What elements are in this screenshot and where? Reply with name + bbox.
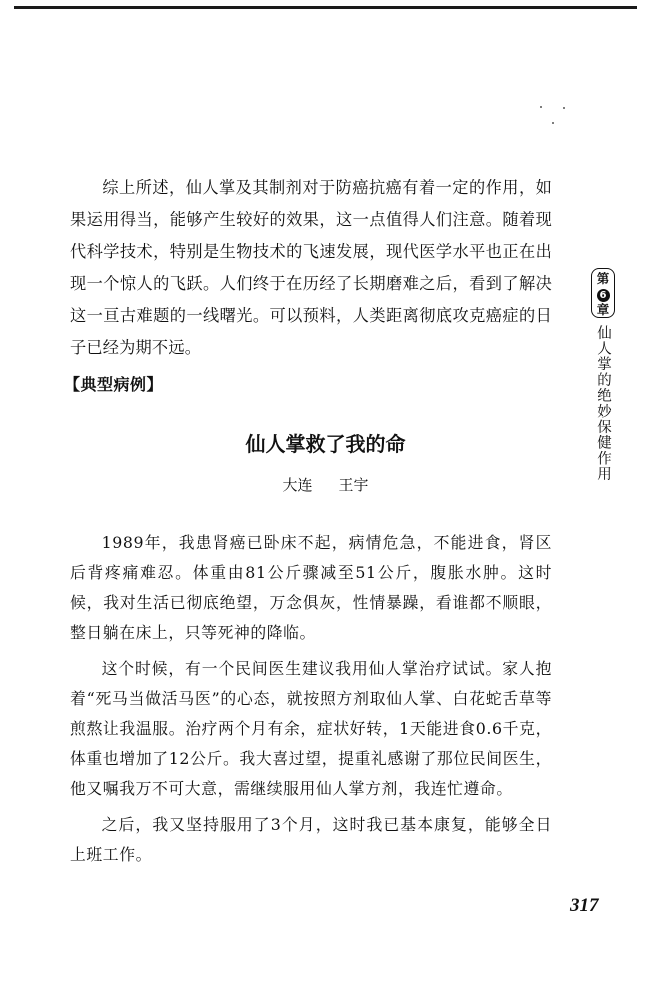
- article-paragraph: 1989年，我患肾癌已卧床不起，病情危急，不能进食，肾区后背疼痛难忍。体重由81公斤骤减至51公斤，腹胀水肿。这时候，我对生活已彻底绝望，万念俱灰，性情暴躁，看谁都不顺眼，整日躺在床上，只等死神的降临。: [70, 533, 552, 642]
- article-paragraph: 之后，我又坚持服用了3个月，这时我已基本康复，能够全日上班工作。: [70, 815, 552, 864]
- article-paragraph: 这个时候，有一个民间医生建议我用仙人掌治疗试试。家人抱着“死马当做活马医”的心态，就按照方剂取仙人掌、白花蛇舌草等煎熬让我温服。治疗两个月有余，症状好转，1天能进食0.6千克，体重也增加了12公斤。我大喜过望，提重礼感谢了那位民间医生，他又嘱我万不可大意，需继续服用仙人掌方剂，我连忙遵命。: [70, 659, 552, 798]
- article-title: 仙人掌救了我的命: [245, 432, 406, 456]
- top-rule: [14, 6, 637, 9]
- chapter-prefix: 第: [596, 271, 610, 286]
- scan-speck: [552, 122, 554, 124]
- chapter-number-badge: 6: [597, 289, 610, 302]
- scan-speck: [563, 107, 565, 109]
- scan-speck: [540, 106, 542, 108]
- chapter-tab: [591, 268, 615, 318]
- intro-paragraph: 综上所述，仙人掌及其制剂对于防癌抗癌有着一定的作用，如果运用得当，能够产生较好的效果，这一点值得人们注意。随着现代科学技术，特别是生物技术的飞速发展，现代医学水平也正在出现一个惊人的飞跃。人们终于在历经了长期磨难之后，看到了解决这一亘古难题的一线曙光。可以预料，人类距离彻底攻克癌症的日子已经为期不远。: [70, 178, 552, 357]
- byline-author: 王宇: [338, 476, 369, 494]
- section-label: 【典型病例】: [64, 375, 164, 394]
- byline: [0, 474, 651, 495]
- page-number: 317: [570, 895, 599, 916]
- chapter-side-title: 仙人掌的绝妙保健作用: [595, 325, 611, 482]
- article-body: [70, 528, 552, 870]
- byline-place: 大连: [282, 476, 313, 494]
- chapter-suffix: 章: [596, 302, 610, 317]
- intro-section: [70, 172, 552, 364]
